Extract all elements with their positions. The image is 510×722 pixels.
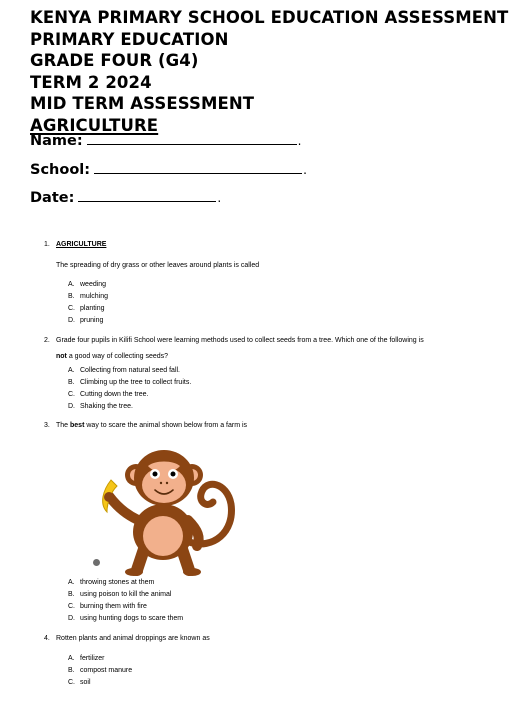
name-label: Name: [30, 133, 83, 149]
option-letter: C. [68, 603, 75, 610]
question-2-text-line2-wrap [56, 352, 168, 361]
image-marker-dot [93, 559, 100, 566]
option-letter: D. [68, 403, 75, 410]
option-text: Shaking the tree. [80, 403, 133, 410]
option-text: fertilizer [80, 655, 105, 662]
question-2-number: 2. [44, 337, 50, 344]
option-text: throwing stones at them [80, 579, 155, 586]
monkey-right-nostril [166, 482, 168, 484]
name-blank[interactable] [87, 143, 297, 145]
q1-option-d[interactable] [68, 316, 103, 325]
question-3-text-pre: The [56, 422, 71, 429]
name-field [30, 133, 302, 149]
question-2-bold-word: not [56, 353, 67, 360]
option-letter: D. [68, 317, 75, 324]
monkey-belly [143, 516, 183, 556]
monkey-right-pupil [171, 472, 176, 477]
question-1-number: 1. [44, 241, 50, 248]
option-text: compost manure [80, 667, 133, 674]
question-4-number: 4. [44, 635, 50, 642]
date-field [30, 190, 221, 206]
school-end-mark: . [303, 163, 307, 177]
option-text: using poison to kill the animal [80, 591, 172, 598]
subject-title: AGRICULTURE [30, 115, 159, 135]
name-end-mark: . [297, 134, 302, 148]
question-3-bold-word: best [70, 422, 85, 429]
date-label: Date: [30, 190, 75, 206]
header-line-term: TERM 2 2024 [30, 72, 152, 92]
q2-option-d[interactable] [68, 402, 133, 411]
question-1-heading: AGRICULTURE [56, 241, 107, 248]
option-letter: A. [68, 655, 75, 662]
monkey-right-foot [183, 568, 201, 576]
question-1-text: The spreading of dry grass or other leaves around plants is called [56, 262, 260, 269]
option-letter: B. [68, 379, 75, 386]
q3-option-a[interactable] [68, 578, 154, 587]
exam-header [30, 7, 508, 136]
q4-option-b[interactable] [68, 666, 132, 675]
option-letter: A. [68, 579, 75, 586]
option-letter: B. [68, 293, 75, 300]
option-text: burning them with fire [80, 603, 147, 610]
q2-option-b[interactable] [68, 378, 191, 387]
school-field [30, 162, 307, 178]
option-text: Cutting down the tree. [80, 391, 149, 398]
header-line-assessment: KENYA PRIMARY SCHOOL EDUCATION ASSESSMENT [30, 8, 509, 27]
question-3-text [56, 421, 247, 430]
question-4-text: Rotten plants and animal droppings are known as [56, 635, 210, 642]
header-line-grade: GRADE FOUR (G4) [30, 51, 199, 70]
monkey-left-pupil [153, 472, 158, 477]
q4-option-c[interactable] [68, 678, 91, 687]
school-label: School: [30, 162, 91, 178]
q1-option-c[interactable] [68, 304, 105, 313]
q2-option-c[interactable] [68, 390, 149, 399]
q4-option-a[interactable] [68, 654, 105, 663]
option-letter: A. [68, 281, 75, 288]
q1-option-b[interactable] [68, 292, 108, 301]
option-letter: A. [68, 367, 75, 374]
option-letter: C. [68, 305, 75, 312]
option-letter: C. [68, 391, 75, 398]
option-text: Collecting from natural seed fall. [80, 367, 180, 374]
monkey-illustration [93, 442, 238, 576]
question-3-number: 3. [44, 422, 50, 429]
option-text: mulching [80, 293, 109, 300]
monkey-left-arm [109, 496, 138, 520]
q2-option-a[interactable] [68, 366, 180, 375]
q1-option-a[interactable] [68, 280, 106, 289]
header-line-level: PRIMARY EDUCATION [30, 29, 229, 49]
option-text: weeding [80, 281, 107, 288]
option-text: planting [80, 305, 105, 312]
q3-option-d[interactable] [68, 614, 183, 623]
question-3-text-post: way to scare the animal shown below from a farm is [84, 422, 248, 429]
monkey-left-foot [125, 568, 143, 576]
option-text: using hunting dogs to scare them [80, 615, 184, 622]
date-end-mark: . [217, 191, 222, 205]
monkey-left-nostril [160, 482, 162, 484]
school-blank[interactable] [94, 172, 302, 174]
q3-option-b[interactable] [68, 590, 171, 599]
option-letter: B. [68, 591, 75, 598]
option-letter: C. [68, 679, 75, 686]
date-blank[interactable] [78, 200, 216, 202]
option-letter: D. [68, 615, 75, 622]
option-letter: B. [68, 667, 75, 674]
option-text: pruning [80, 317, 104, 324]
option-text: Climbing up the tree to collect fruits. [80, 379, 192, 386]
header-line-exam: MID TERM ASSESSMENT [30, 94, 255, 113]
monkey-left-hand [104, 492, 114, 502]
question-2-text-line2: a good way of collecting seeds? [66, 353, 169, 360]
option-text: soil [80, 679, 91, 686]
question-2-text-line1: Grade four pupils in Kilifi School were learning methods used to collect seeds from a tree. Which one of the following is [56, 337, 424, 344]
q3-option-c[interactable] [68, 602, 147, 611]
